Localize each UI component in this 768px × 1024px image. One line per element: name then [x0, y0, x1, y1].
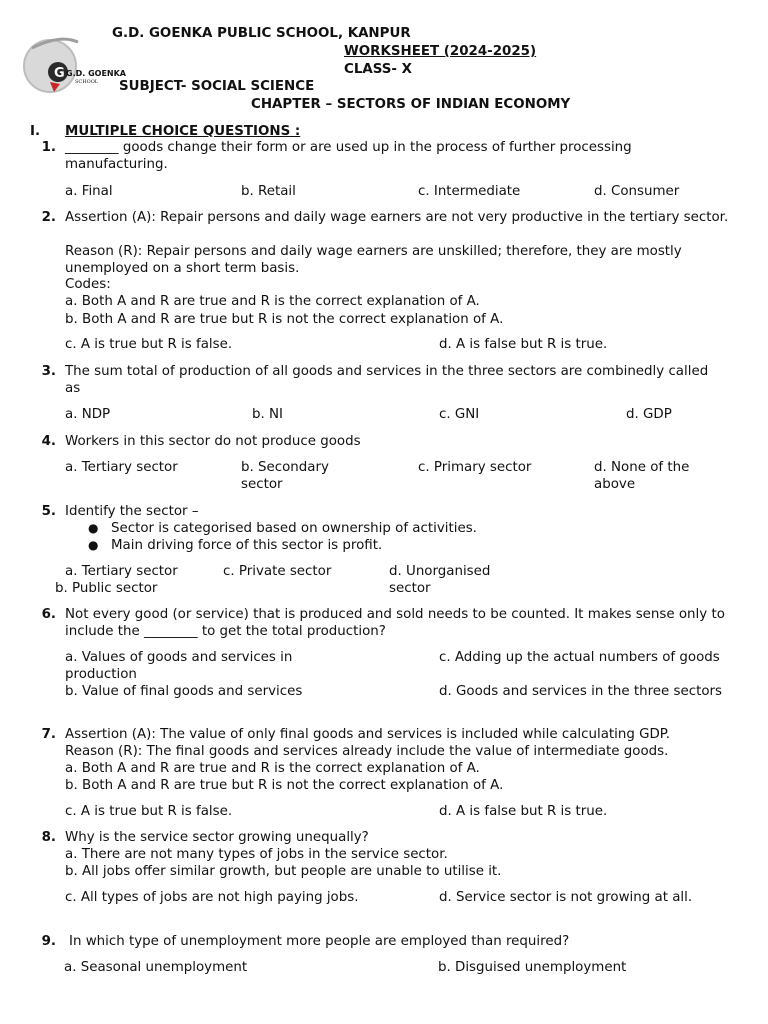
worksheet-title: WORKSHEET (2024-2025) — [344, 44, 537, 59]
q6-option-a: a. Values of goods and services in production — [65, 650, 293, 682]
q2-option-d: d. A is false but R is true. — [439, 337, 608, 352]
q2-assertion: Assertion (A): Repair persons and daily wage earners are not very productive in the tertiary sector. — [65, 210, 729, 225]
q3-number: 3. — [41, 364, 56, 379]
q8-option-c: c. All types of jobs are not high paying jobs. — [65, 890, 359, 905]
section-number: I. — [30, 124, 41, 139]
q8-option-b: b. All jobs offer similar growth, but people are unable to utilise it. — [65, 864, 502, 879]
q5-number: 5. — [41, 504, 56, 519]
q1-text: ________ goods change their form or are used up in the process of further processing manufacturing. — [65, 140, 632, 172]
q7-option-b: b. Both A and R are true but R is not the correct explanation of A. — [65, 778, 504, 793]
q2-option-a: a. Both A and R are true and R is the correct explanation of A. — [65, 294, 480, 309]
q4-number: 4. — [41, 434, 56, 449]
q5-option-a: a. Tertiary sector — [65, 564, 178, 579]
q4-option-a: a. Tertiary sector — [65, 460, 178, 475]
svg-text:G: G — [54, 66, 65, 81]
q2-option-c: c. A is true but R is false. — [65, 337, 233, 352]
q3-option-c: c. GNI — [439, 407, 480, 422]
q1-option-a: a. Final — [65, 184, 113, 199]
chapter-title: CHAPTER – SECTORS OF INDIAN ECONOMY — [251, 97, 571, 112]
q5-bullet-1: Sector is categorised based on ownership of activities. — [111, 521, 477, 536]
q8-option-a: a. There are not many types of jobs in the service sector. — [65, 847, 448, 862]
q7-option-d: d. A is false but R is true. — [439, 804, 608, 819]
q8-option-d: d. Service sector is not growing at all. — [439, 890, 693, 905]
q9-text: In which type of unemployment more people are employed than required? — [69, 934, 570, 949]
q5-option-d: d. Unorganised sector — [389, 564, 491, 596]
q8-number: 8. — [41, 830, 56, 845]
q6-option-b: b. Value of final goods and services — [65, 684, 303, 699]
q1-option-d: d. Consumer — [594, 184, 680, 199]
q6-option-c: c. Adding up the actual numbers of goods — [439, 650, 720, 665]
q5-text: Identify the sector – — [65, 504, 199, 519]
subject-label: SUBJECT- SOCIAL SCIENCE — [119, 79, 315, 94]
q8-text: Why is the service sector growing unequally? — [65, 830, 369, 845]
q1-option-b: b. Retail — [241, 184, 296, 199]
q2-option-b: b. Both A and R are true but R is not the correct explanation of A. — [65, 312, 504, 327]
q4-option-b: b. Secondary sector — [241, 460, 329, 492]
q9-number: 9. — [41, 934, 56, 949]
q7-reason: Reason (R): The final goods and services already include the value of intermediate goods. — [65, 744, 669, 759]
q5-option-c: c. Private sector — [223, 564, 332, 579]
q6-number: 6. — [41, 607, 56, 622]
school-name: G.D. GOENKA PUBLIC SCHOOL, KANPUR — [112, 26, 411, 41]
bullet-icon: ● — [88, 538, 99, 552]
q4-option-d: d. None of the above — [594, 460, 690, 492]
q6-option-d: d. Goods and services in the three sectors — [439, 684, 723, 699]
class-label: CLASS- X — [344, 62, 412, 77]
q3-option-b: b. NI — [252, 407, 283, 422]
q9-option-b: b. Disguised unemployment — [438, 960, 627, 975]
q7-option-c: c. A is true but R is false. — [65, 804, 233, 819]
q2-reason: Reason (R): Repair persons and daily wage earners are unskilled; therefore, they are mostly unemployed on a short term basis. — [65, 244, 682, 276]
q5-option-b: b. Public sector — [55, 581, 158, 596]
q7-assertion: Assertion (A): The value of only final goods and services is included while calculating GDP. — [65, 727, 671, 742]
bullet-icon: ● — [88, 521, 99, 535]
q6-text: Not every good (or service) that is produced and sold needs to be counted. It makes sense only to include the ________ to get the total production? — [65, 607, 725, 639]
q3-option-d: d. GDP — [626, 407, 672, 422]
q3-option-a: a. NDP — [65, 407, 111, 422]
q2-codes: Codes: — [65, 277, 111, 292]
q4-option-c: c. Primary sector — [418, 460, 532, 475]
q7-number: 7. — [41, 727, 56, 742]
q7-option-a: a. Both A and R are true and R is the correct explanation of A. — [65, 761, 480, 776]
logo-subtext: SCHOOL — [75, 79, 99, 85]
q1-number: 1. — [41, 140, 56, 155]
q9-option-a: a. Seasonal unemployment — [64, 960, 248, 975]
q4-text: Workers in this sector do not produce goods — [65, 434, 361, 449]
logo-text: G.D. GOENKA — [66, 69, 126, 78]
q1-option-c: c. Intermediate — [418, 184, 521, 199]
q3-text: The sum total of production of all goods and services in the three sectors are combinedly called as — [65, 364, 709, 396]
q5-bullet-2: Main driving force of this sector is profit. — [111, 538, 383, 553]
q2-number: 2. — [41, 210, 56, 225]
section-title: MULTIPLE CHOICE QUESTIONS : — [65, 124, 301, 139]
school-logo — [20, 34, 126, 96]
